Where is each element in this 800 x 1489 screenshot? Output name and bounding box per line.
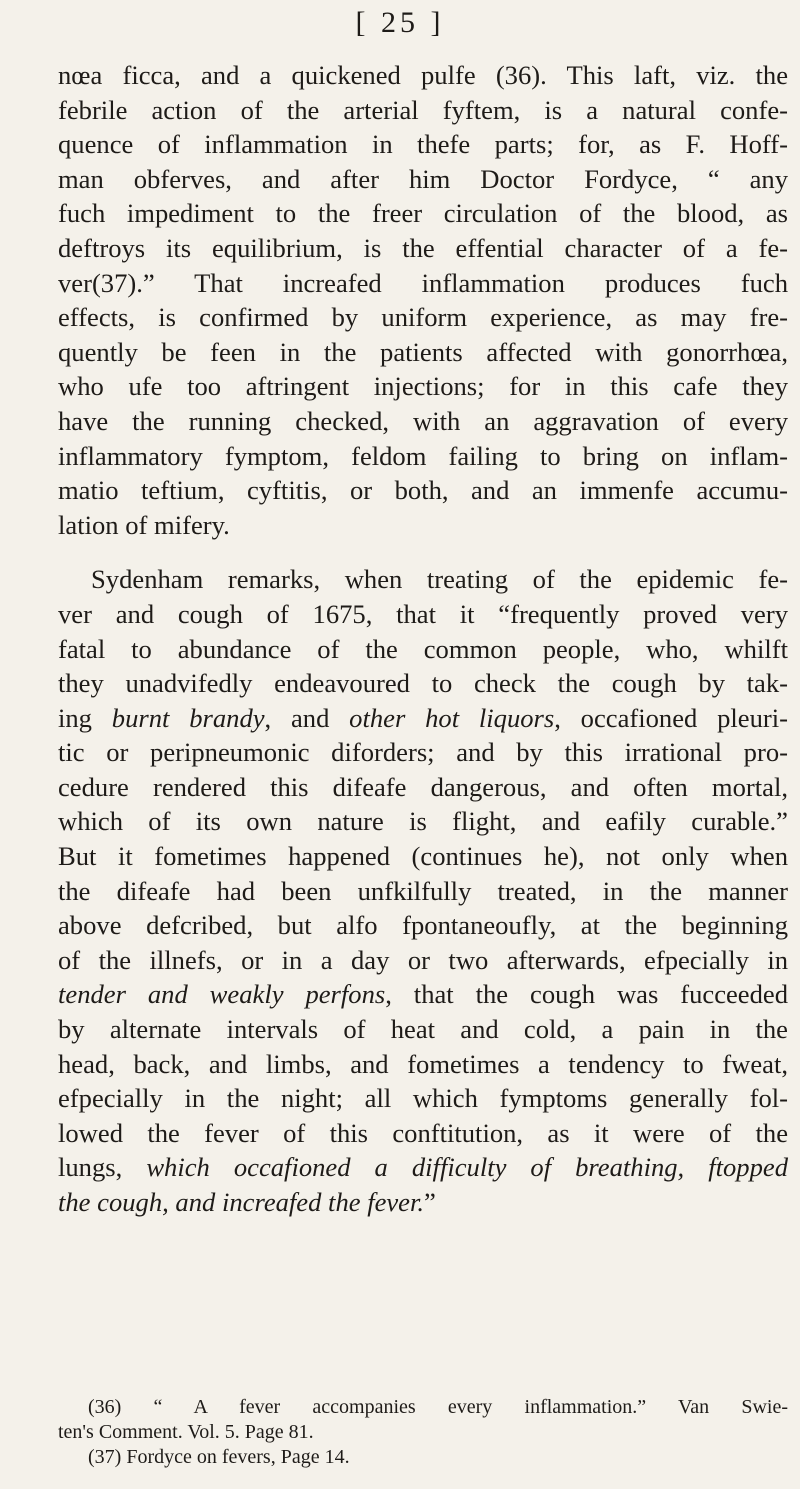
text-line: effects, is confirmed by uniform experience, as may fre- — [58, 302, 788, 333]
text-line: Sydenham remarks, when treating of the epidemic fe- — [91, 564, 788, 595]
text-line: have the running checked, with an aggravation of every — [58, 405, 788, 436]
text-line: ver and cough of 1675, that it “frequently proved very — [58, 598, 788, 629]
footnotes — [58, 1395, 788, 1470]
text-line: But it fometimes happened (continues he), not only when — [58, 841, 788, 872]
text-line: the difeafe had been unfkilfully treated, in the manner — [58, 875, 788, 906]
text-line: matio teftium, cyftitis, or both, and an immenfe accumu- — [58, 475, 788, 506]
text-line: febrile action of the arterial fyftem, is a natural confe- — [58, 94, 788, 125]
footnote-36-continued: ten's Comment. Vol. 5. Page 81. — [58, 1421, 314, 1443]
text-line: the cough, and increafed the fever.” — [58, 1187, 436, 1217]
text-line: which of its own nature is flight, and eafily curable.” — [58, 806, 788, 837]
text-line: ver(37).” That increafed inflammation produces fuch — [58, 267, 788, 298]
text-line: lungs, which occafioned a difficulty of breathing, ftopped — [58, 1152, 788, 1183]
text-line: above defcribed, but alfo fpontaneoufly, at the beginning — [58, 910, 788, 941]
text-line: lation of mifery. — [58, 509, 230, 540]
main-text — [58, 58, 788, 1220]
paragraph-gap — [58, 542, 788, 562]
text-line: lowed the fever of this conftitution, as it were of the — [58, 1117, 788, 1148]
footnote-37: (37) Fordyce on fevers, Page 14. — [88, 1446, 350, 1468]
text-line: tic or peripneumonic diforders; and by this irrational pro- — [58, 737, 788, 768]
text-line: by alternate intervals of heat and cold, a pain in the — [58, 1014, 788, 1045]
text-line: who ufe too aftringent injections; for in this cafe they — [58, 371, 788, 402]
text-line: tender and weakly perfons, that the cough was fucceeded — [58, 979, 789, 1010]
paragraph-1 — [58, 58, 788, 542]
text-line: man obferves, and after him Doctor Fordyce, “ any — [58, 163, 788, 194]
text-line: they unadvifedly endeavoured to check the cough by tak- — [58, 668, 788, 699]
paragraph-2 — [58, 562, 788, 1219]
text-line: deftroys its equilibrium, is the effential character of a fe- — [58, 232, 788, 263]
page-number-header: [ 25 ] — [355, 6, 445, 39]
text-line: of the illnefs, or in a day or two afterwards, efpecially in — [58, 944, 788, 975]
text-line: quence of inflammation in thefe parts; for, as F. Hoff- — [58, 129, 788, 160]
footnote-36: (36) “ A fever accompanies every inflammation.” Van Swie- — [88, 1396, 788, 1418]
text-line: ing burnt brandy, and other hot liquors, occafioned pleuri- — [58, 702, 788, 733]
text-line: head, back, and limbs, and fometimes a tendency to fweat, — [58, 1048, 788, 1079]
text-line: inflammatory fymptom, feldom failing to bring on inflam- — [58, 440, 788, 471]
text-line: fatal to abundance of the common people, who, whilft — [58, 633, 788, 664]
text-line: nœa ficca, and a quickened pulfe (36). This laft, viz. the — [58, 60, 788, 90]
text-line: efpecially in the night; all which fymptoms generally fol- — [58, 1083, 788, 1114]
text-line: cedure rendered this difeafe dangerous, and often mortal, — [58, 771, 788, 802]
text-line: fuch impediment to the freer circulation of the blood, as — [58, 198, 788, 229]
text-line: quently be feen in the patients affected with gonorrhœa, — [58, 336, 788, 367]
